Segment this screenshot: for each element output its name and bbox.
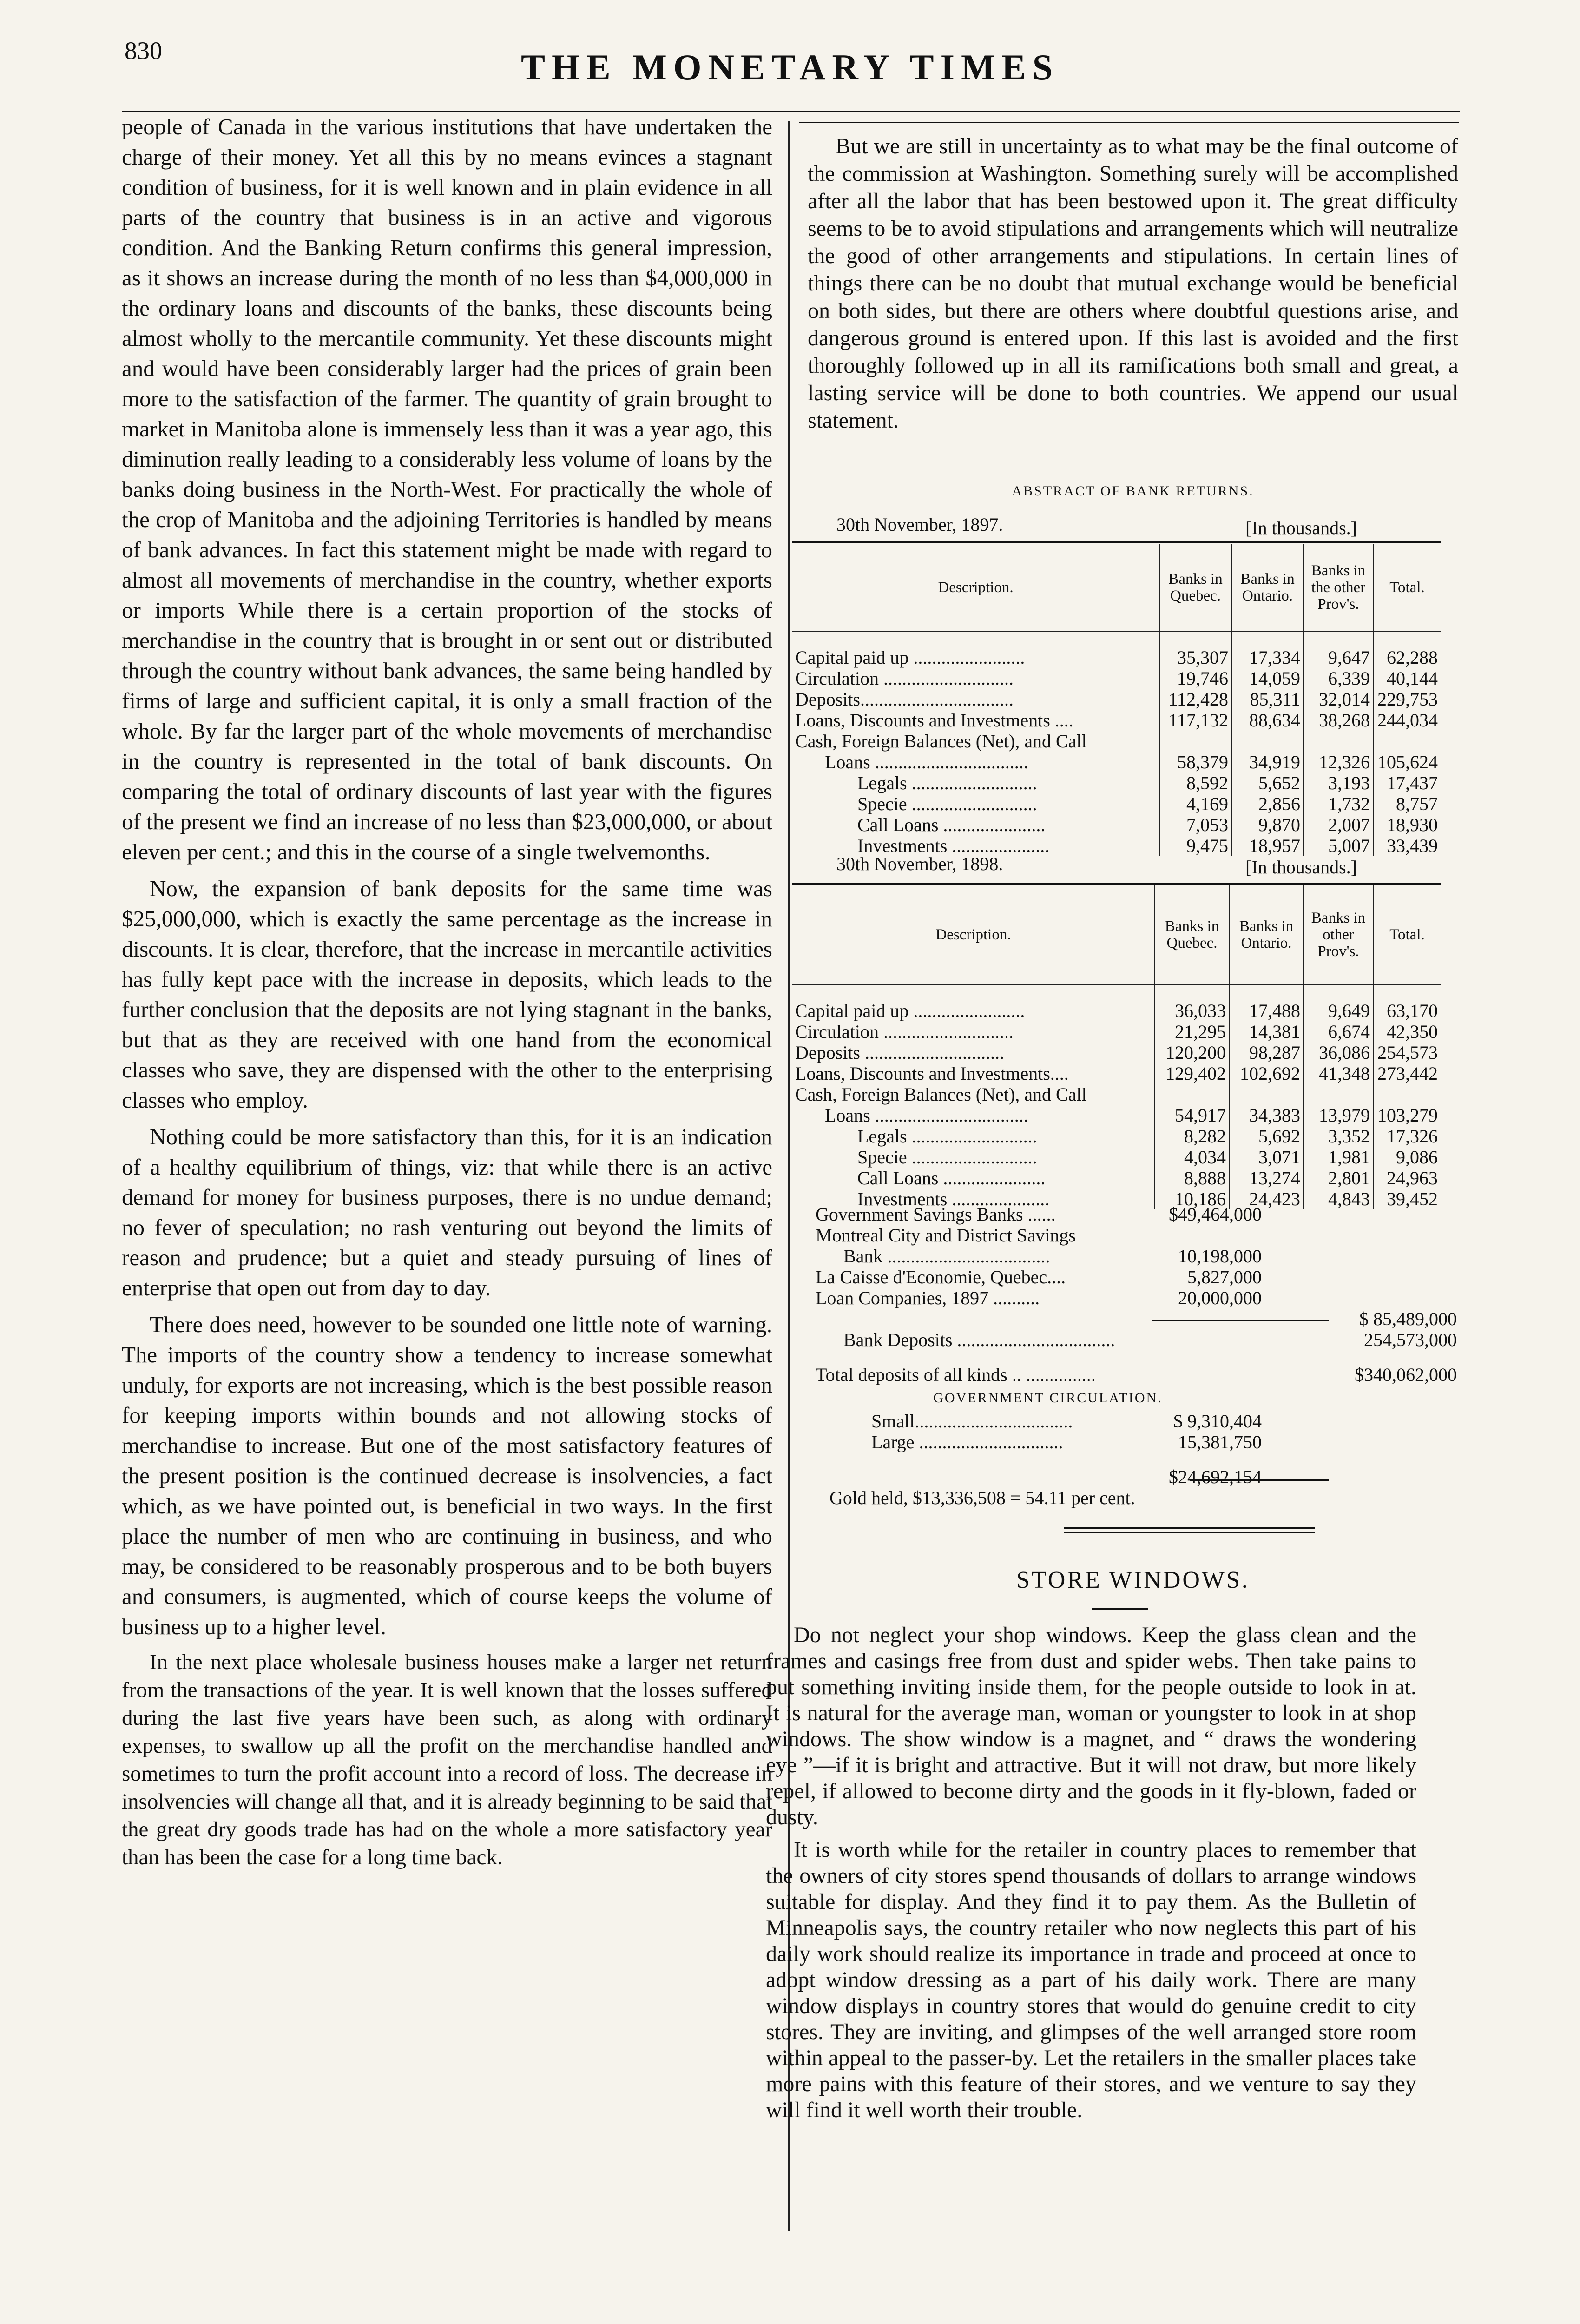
column-header: Banks in other Prov's. <box>1304 885 1373 985</box>
summary-label: Total deposits of all kinds .. ............... <box>816 1364 1096 1385</box>
cell-value: 3,071 <box>1229 1147 1304 1168</box>
cell-value: 12,326 <box>1304 752 1373 772</box>
table-1898-unit: [In thousands.] <box>1245 857 1357 878</box>
cell-value: 24,423 <box>1229 1188 1304 1209</box>
store-windows-title: STORE WINDOWS. <box>1016 1567 1250 1593</box>
cell-value: 34,383 <box>1229 1105 1304 1126</box>
summary-value: 254,573,000 <box>1364 1329 1457 1350</box>
column-header: Banks in the other Prov's. <box>1304 544 1373 632</box>
cell-value: 18,957 <box>1231 835 1304 856</box>
row-label: Legals ........................... <box>857 772 1037 793</box>
cell-value: 8,757 <box>1373 793 1441 814</box>
table-row <box>792 710 1441 731</box>
table-1897-unit: [In thousands.] <box>1245 517 1357 538</box>
cell-value: 6,674 <box>1304 1021 1373 1042</box>
left-paragraph: Nothing could be more satisfactory than this, for it is an indication of a healthy equilibrium of things, viz: that while there is an active demand for money for business purposes, there is no undue demand; no fever of speculation; no rash venturing out beyond the limits of reason and prudence; but a quiet and steady pursuing of lines of enterprise that open out from day to day. <box>122 1124 772 1301</box>
cell-value: 4,169 <box>1159 793 1231 814</box>
row-label: Investments ..................... <box>857 1188 1050 1209</box>
table-row <box>792 772 1441 793</box>
row-label: Specie ........................... <box>857 793 1037 814</box>
left-paragraph: people of Canada in the various institutions that have undertaken the charge of their money. Yet all this by no means evinces a stagnant condition of business, for it is well known and in plain evidence in all parts of the country that business is in an active and vigorous condition. And the Banking Return confirms this general impression, as it shows an increase during the month of no less than $4,000,000 in the ordinary loans and discounts of the banks, these discounts being almost wholly to the mercantile community. Yet these discounts might and would have been considerably larger had the prices of grain been more to the satisfaction of the farmer. The quantity of grain brought to market in Manitoba alone is immensely less than it was a year ago, this diminution really leading to a considerably less volume of loans by the banks doing business in the North-West. For practically the whole of the crop of Manitoba and the adjoining Territories is handled by means of bank advances. In fact this statement might be made with regard to almost all movements of merchandise in the country, whether exports or imports While there is a certain proportion of the stocks of merchandise in the country that is brought in or sent out or distributed through the country without bank advances, the same being handled by firms of large and sufficient capital, it is only a small fraction of the whole. By far the larger part of the whole movements of merchandise in the country is represented in the total of bank discounts. On comparing the total of ordinary discounts of last year with the figures of the present we find an increase of no less than $23,000,000, or about eleven per cent.; and this in the course of a single twelvemonths. <box>122 114 772 865</box>
section-double-rule <box>1064 1532 1315 1533</box>
summary-value: 20,000,000 <box>1178 1287 1262 1308</box>
cell-value: 4,034 <box>1155 1147 1229 1168</box>
table-row <box>792 1126 1441 1147</box>
summary-value: $24,692,154 <box>1169 1466 1262 1487</box>
left-column <box>122 112 772 1878</box>
cell-value: 63,170 <box>1373 985 1441 1022</box>
cell-value <box>1155 1084 1229 1105</box>
cell-value: 40,144 <box>1373 668 1441 689</box>
store-windows-title-rule <box>1092 1608 1148 1610</box>
table-row <box>792 1168 1441 1188</box>
row-label: Circulation ............................ <box>795 668 1014 689</box>
column-header: Total. <box>1373 544 1441 632</box>
cell-value: 4,843 <box>1304 1188 1373 1209</box>
summary-value: 10,198,000 <box>1178 1246 1262 1267</box>
cell-value: 39,452 <box>1373 1188 1441 1209</box>
cell-value: 19,746 <box>1159 668 1231 689</box>
column-header: Description. <box>792 544 1159 632</box>
left-paragraph: There does need, however to be sounded one little note of warning. The imports of the country show a tendency to increase somewhat unduly, for exports are not increasing, which is the best possible reason for keeping imports within bounds and not allowing stocks of merchandise to increase. But one of the most satisfactory features of the present position is the continued decrease is insolvencies, a fact which, as we have pointed out, is beneficial in two ways. In the first place the number of men who are continuing in business, and who may, be considered to be reasonably prosperous and to be both buyers and consumers, is augmented, which of course keeps the volume of business up to a higher level. <box>122 1312 772 1639</box>
column-header: Banks in Quebec. <box>1155 885 1229 985</box>
cell-value: 2,007 <box>1304 814 1373 835</box>
section-double-rule <box>1064 1527 1315 1529</box>
row-label: Circulation ............................ <box>795 1021 1014 1042</box>
summary-value: 5,827,000 <box>1187 1267 1262 1287</box>
summary-label: Bank Deposits .................................. <box>843 1329 1115 1350</box>
cell-value: 98,287 <box>1229 1042 1304 1063</box>
table-row <box>792 731 1441 752</box>
cell-value: 7,053 <box>1159 814 1231 835</box>
cell-value: 5,652 <box>1231 772 1304 793</box>
cell-value: 24,963 <box>1373 1168 1441 1188</box>
cell-value <box>1229 1084 1304 1105</box>
subtotal-rule <box>1152 1320 1329 1321</box>
cell-value: 105,624 <box>1373 752 1441 772</box>
cell-value <box>1373 731 1441 752</box>
cell-value: 8,282 <box>1155 1126 1229 1147</box>
cell-value: 273,442 <box>1373 1063 1441 1084</box>
cell-value <box>1304 731 1373 752</box>
cell-value: 244,034 <box>1373 710 1441 731</box>
summary-row <box>816 1308 1457 1329</box>
cell-value: 62,288 <box>1373 632 1441 668</box>
column-header: Banks in Ontario. <box>1229 885 1304 985</box>
cell-value <box>1373 1084 1441 1105</box>
table-1897-date: 30th November, 1897. <box>836 514 1003 535</box>
row-label: Legals ........................... <box>857 1126 1037 1147</box>
row-label: Cash, Foreign Balances (Net), and Call <box>795 1084 1087 1105</box>
row-label: Loans, Discounts and Investments.... <box>795 1063 1069 1084</box>
table-row <box>792 793 1441 814</box>
cell-value <box>1159 731 1231 752</box>
table-row <box>792 1147 1441 1168</box>
cell-value: 2,856 <box>1231 793 1304 814</box>
row-label: Call Loans ...................... <box>857 1168 1046 1188</box>
cell-value: 42,350 <box>1373 1021 1441 1042</box>
row-label: Loans ................................. <box>825 752 1028 772</box>
summary-row <box>843 1432 1457 1452</box>
cell-value: 18,930 <box>1373 814 1441 835</box>
cell-value: 21,295 <box>1155 1021 1229 1042</box>
table-row <box>792 814 1441 835</box>
gold-held-line: Gold held, $13,336,508 = 54.11 per cent. <box>830 1487 1135 1508</box>
summary-value: $ 9,310,404 <box>1173 1411 1262 1432</box>
cell-value: 34,919 <box>1231 752 1304 772</box>
table-header-row <box>792 544 1441 632</box>
cell-value: 3,352 <box>1304 1126 1373 1147</box>
cell-value: 8,592 <box>1159 772 1231 793</box>
row-label: Deposits .............................. <box>795 1042 1004 1063</box>
summary-label: Government Savings Banks ...... <box>816 1204 1056 1225</box>
summary-row <box>816 1466 1457 1487</box>
cell-value: 17,326 <box>1373 1126 1441 1147</box>
summary-value: $ 85,489,000 <box>1359 1308 1457 1329</box>
cell-value: 5,007 <box>1304 835 1373 856</box>
abstract-title: ABSTRACT OF BANK RETURNS. <box>1012 483 1254 499</box>
row-label: Deposits................................. <box>795 689 1014 710</box>
cell-value: 3,193 <box>1304 772 1373 793</box>
summary-label: Small.................................. <box>871 1411 1073 1432</box>
cell-value: 9,086 <box>1373 1147 1441 1168</box>
cell-value: 35,307 <box>1159 632 1231 668</box>
cell-value: 85,311 <box>1231 689 1304 710</box>
cell-value <box>1231 731 1304 752</box>
cell-value: 102,692 <box>1229 1063 1304 1084</box>
cell-value: 103,279 <box>1373 1105 1441 1126</box>
summary-label: La Caisse d'Economie, Quebec.... <box>816 1267 1066 1287</box>
table-row <box>792 668 1441 689</box>
summary-value: $340,062,000 <box>1355 1364 1457 1385</box>
right-intro <box>808 132 1458 441</box>
government-circulation-title: GOVERNMENT CIRCULATION. <box>933 1390 1163 1406</box>
cell-value: 229,753 <box>1373 689 1441 710</box>
cell-value: 54,917 <box>1155 1105 1229 1126</box>
summary-label: Bank ................................... <box>843 1246 1050 1267</box>
table-row <box>792 1105 1441 1126</box>
row-label: Loans, Discounts and Investments .... <box>795 710 1073 731</box>
deposits-summary <box>816 1204 1457 1508</box>
store-windows-paragraph: Do not neglect your shop windows. Keep the glass clean and the frames and casings free from dust and spider webs. Then take pains to put something inviting inside them, for the people outside to look in at. It is natural for the average man, woman or youngster to look in at shop windows. The show window is a magnet, and “ draws the wondering eye ”—if it is bright and attractive. But it will not draw, but more likely repel, if allowed to become dirty and the goods in it fly-blown, faded or dusty. <box>766 1623 1416 1829</box>
table-1898-rule <box>792 883 1441 885</box>
cell-value: 1,981 <box>1304 1147 1373 1168</box>
summary-row <box>816 1287 1457 1308</box>
cell-value: 9,649 <box>1304 985 1373 1022</box>
cell-value: 1,732 <box>1304 793 1373 814</box>
cell-value: 13,979 <box>1304 1105 1373 1126</box>
summary-value: $49,464,000 <box>1169 1204 1262 1225</box>
summary-label: Large ............................... <box>871 1432 1063 1452</box>
cell-value: 17,488 <box>1229 985 1304 1022</box>
cell-value: 117,132 <box>1159 710 1231 731</box>
cell-value: 120,200 <box>1155 1042 1229 1063</box>
table-row <box>792 1063 1441 1084</box>
cell-value: 38,268 <box>1304 710 1373 731</box>
cell-value: 129,402 <box>1155 1063 1229 1084</box>
cell-value: 36,086 <box>1304 1042 1373 1063</box>
summary-value: 15,381,750 <box>1178 1432 1262 1452</box>
table-row <box>792 985 1441 1022</box>
right-intro-paragraph: But we are still in uncertainty as to what may be the final outcome of the commission at Washington. Something surely will be accomplished after all the labor that has been bestowed upon it. The great difficulty seems to be to avoid stipulations and arrangements which will neutralize the good of other arrangements and stipulations. In certain lines of things there can be no doubt that mutual exchange would be beneficial on both sides, but there are others where doubtful questions arise, and dangerous ground is entered upon. If this last is avoided and the first thoroughly followed up in all its ramifications both small and great, a lasting service will be done to both countries. We append our usual statement. <box>808 134 1458 433</box>
cell-value: 13,274 <box>1229 1168 1304 1188</box>
spacer <box>816 1452 1457 1466</box>
column-header: Total. <box>1373 885 1441 985</box>
table-row <box>792 1021 1441 1042</box>
cell-value: 14,381 <box>1229 1021 1304 1042</box>
column-header: Banks in Quebec. <box>1159 544 1231 632</box>
table-1897-rule <box>792 541 1441 543</box>
column-header: Banks in Ontario. <box>1231 544 1304 632</box>
cell-value: 58,379 <box>1159 752 1231 772</box>
cell-value: 9,870 <box>1231 814 1304 835</box>
summary-label: Loan Companies, 1897 .......... <box>816 1287 1040 1308</box>
table-row <box>792 1042 1441 1063</box>
cell-value: 9,647 <box>1304 632 1373 668</box>
masthead-title: THE MONETARY TIMES <box>521 47 1059 87</box>
store-windows-paragraph: It is worth while for the retailer in country places to remember that the owners of city stores spend thousands of dollars to arrange windows suitable for display. And they find it to pay them. As the Bulletin of Minneapolis says, the country retailer who now neglects this part of his daily work should realize its importance in trade and proceed at once to adopt window dressing as a part of his daily work. There are many window displays in country stores that would do genuine credit to city stores. They are inviting, and glimpses of the well arranged store room within appeal to the passer-by. Let the retailers in the smaller places take more pains with this feature of their stores, and we venture to say they will find it well worth their trouble. <box>766 1837 1416 2122</box>
cell-value: 112,428 <box>1159 689 1231 710</box>
masthead-rule-bottom <box>799 122 1459 123</box>
page-number: 830 <box>125 37 162 65</box>
cell-value: 10,186 <box>1155 1188 1229 1209</box>
row-label: Capital paid up ........................ <box>795 1000 1025 1021</box>
cell-value: 9,475 <box>1159 835 1231 856</box>
column-header: Description. <box>792 885 1155 985</box>
spacer <box>816 1350 1457 1364</box>
summary-row <box>816 1204 1457 1225</box>
row-label: Investments ..................... <box>857 835 1050 856</box>
summary-row <box>816 1267 1457 1287</box>
table-row <box>792 689 1441 710</box>
row-label: Capital paid up ........................ <box>795 647 1025 668</box>
cell-value: 17,437 <box>1373 772 1441 793</box>
circulation-total-rule <box>1190 1479 1329 1481</box>
bank-returns-table-1898 <box>792 885 1441 1209</box>
cell-value: 6,339 <box>1304 668 1373 689</box>
summary-row <box>816 1487 1457 1508</box>
table-header-row <box>792 885 1441 985</box>
cell-value: 17,334 <box>1231 632 1304 668</box>
cell-value <box>1304 1084 1373 1105</box>
left-paragraph: Now, the expansion of bank deposits for the same time was $25,000,000, which is exactly the same percentage as the increase in discounts. It is clear, therefore, that the increase in mercantile activities has fully kept pace with the increase in deposits, which leads to the further conclusion that the deposits are not lying stagnant in the banks, but that as they are received with one hand from the economical classes who save, they are dispensed with the other to the enterprising classes who employ. <box>122 876 772 1113</box>
bank-returns-table-1897 <box>792 544 1441 856</box>
table-row <box>792 1084 1441 1105</box>
cell-value: 36,033 <box>1155 985 1229 1022</box>
table-1898-date: 30th November, 1898. <box>836 853 1003 874</box>
row-label: Call Loans ...................... <box>857 814 1046 835</box>
row-label: Loans ................................. <box>825 1105 1028 1126</box>
cell-value: 33,439 <box>1373 835 1441 856</box>
left-paragraph: In the next place wholesale business houses make a larger net return from the transactions of the year. It is well known that the losses suffered during the last five years have been such, as along with ordinary expenses, to swallow up all the profit on the merchandise handled and sometimes to turn the profit account into a record of loss. The decrease in insolvencies will change all that, and it is already beginning to be said that the great dry goods trade has had on the whole a more satisfactory year than has been the case for a long time back. <box>122 1650 772 1869</box>
summary-row <box>816 1329 1457 1350</box>
summary-row <box>816 1225 1457 1246</box>
table-row <box>792 632 1441 668</box>
row-label: Cash, Foreign Balances (Net), and Call <box>795 731 1087 752</box>
summary-label: Montreal City and District Savings <box>816 1225 1076 1246</box>
cell-value: 5,692 <box>1229 1126 1304 1147</box>
summary-row <box>816 1364 1457 1385</box>
summary-row <box>843 1411 1457 1432</box>
table-row <box>792 752 1441 772</box>
cell-value: 14,059 <box>1231 668 1304 689</box>
summary-row <box>816 1246 1457 1267</box>
cell-value: 254,573 <box>1373 1042 1441 1063</box>
cell-value: 32,014 <box>1304 689 1373 710</box>
cell-value: 8,888 <box>1155 1168 1229 1188</box>
cell-value: 88,634 <box>1231 710 1304 731</box>
store-windows-body <box>766 1622 1416 2130</box>
row-label: Specie ........................... <box>857 1147 1037 1168</box>
cell-value: 41,348 <box>1304 1063 1373 1084</box>
cell-value: 2,801 <box>1304 1168 1373 1188</box>
